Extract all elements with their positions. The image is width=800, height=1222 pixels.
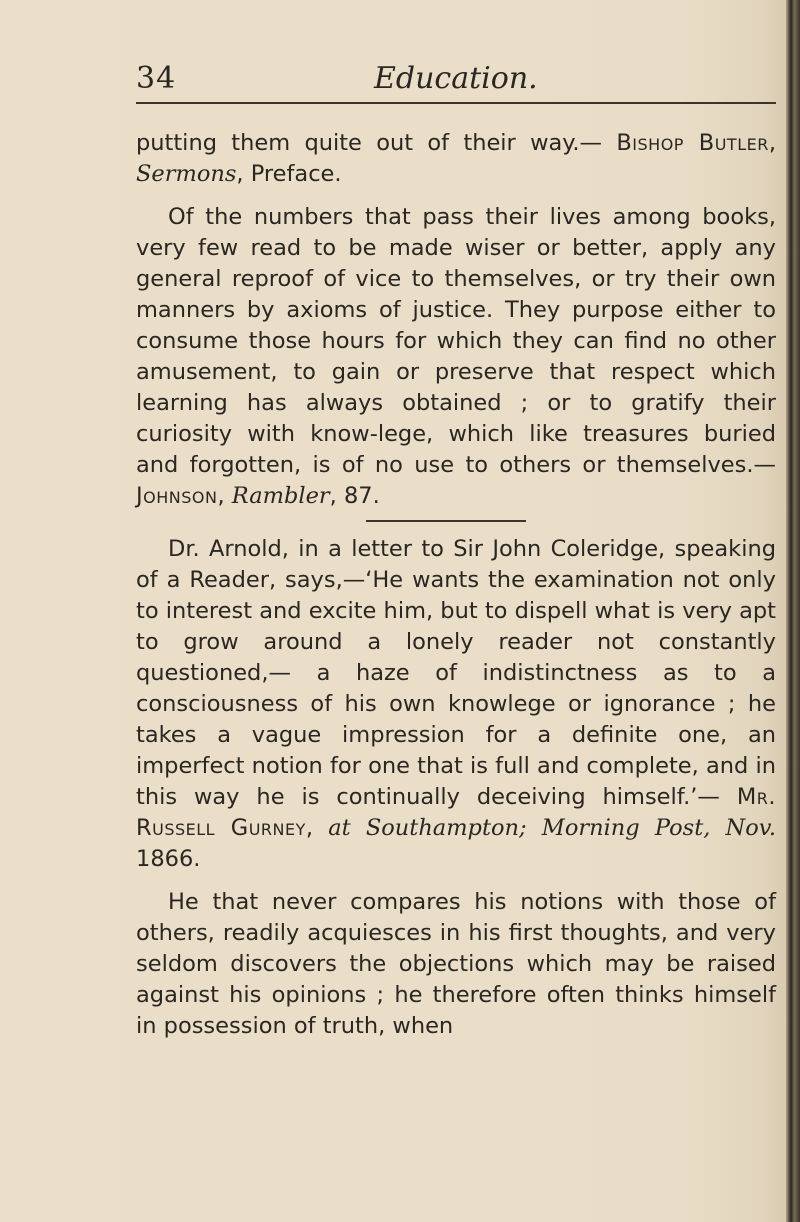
quote-johnson bbox=[136, 202, 776, 512]
quote-author: Johnson bbox=[136, 483, 218, 509]
citation-separator: , bbox=[305, 814, 329, 841]
quote-author: Bishop Butler bbox=[616, 130, 769, 156]
page-number: 34 bbox=[136, 61, 177, 96]
citation-separator: , bbox=[217, 483, 232, 509]
body-text bbox=[136, 128, 776, 1042]
quote-text: Of the numbers that pass their lives among books, very few read to be made wiser or better, apply any general reproof of vice to themselves, or try their own manners by axioms of justice. They purpose either to consume those hours for which they can find no other amusement, to gain or preserve that respect which learning has always obtained ; or to gratify their curiosity with know-lege, which like treasures buried and forgotten, is of no use to others or themselves.— bbox=[136, 204, 776, 478]
quote-citation-tail: 1866. bbox=[136, 845, 201, 872]
citation-separator: , bbox=[768, 130, 776, 156]
header-rule bbox=[136, 102, 776, 104]
paragraph-gap bbox=[136, 875, 776, 887]
quote-citation-tail: , 87. bbox=[329, 483, 380, 509]
quote-work: at Southampton; Morning Post, Nov. bbox=[328, 814, 776, 841]
section-divider-rule bbox=[366, 520, 526, 522]
quote-text: Dr. Arnold, in a letter to Sir John Coleridge, speaking of a Reader, says,—‘He wants the examination not only to interest and excite him, but to dispell what is very apt to grow around a lonely reader not constantly questioned,— a haze of indistinctness as to a consciousness of his own knowlege or ignorance ; he takes a vague impression for a definite one, an imperfect notion for one that is full and complete, and in this way he is continually deceiving himself.’— bbox=[136, 535, 776, 810]
quote-text: putting them quite out of their way.— bbox=[136, 130, 617, 156]
book-spine-edge bbox=[786, 0, 800, 1222]
quote-final bbox=[136, 887, 776, 1042]
quote-work: Sermons bbox=[136, 161, 237, 187]
quote-citation-tail: , Preface. bbox=[236, 161, 342, 187]
page-header bbox=[136, 62, 776, 106]
quote-work: Rambler bbox=[231, 483, 330, 509]
running-head: Education. bbox=[374, 61, 538, 96]
quote-arnold-gurney bbox=[136, 534, 776, 875]
quote-author: Mr. Russell Gurney bbox=[136, 783, 776, 841]
quote-butler bbox=[136, 128, 776, 190]
paragraph-gap bbox=[136, 190, 776, 202]
quote-text: He that never compares his notions with those of others, readily acquiesces in his first thoughts, and very seldom discovers the objections which may be raised against his opinions ; he therefore often thinks himself in possession of truth, when bbox=[136, 888, 776, 1039]
